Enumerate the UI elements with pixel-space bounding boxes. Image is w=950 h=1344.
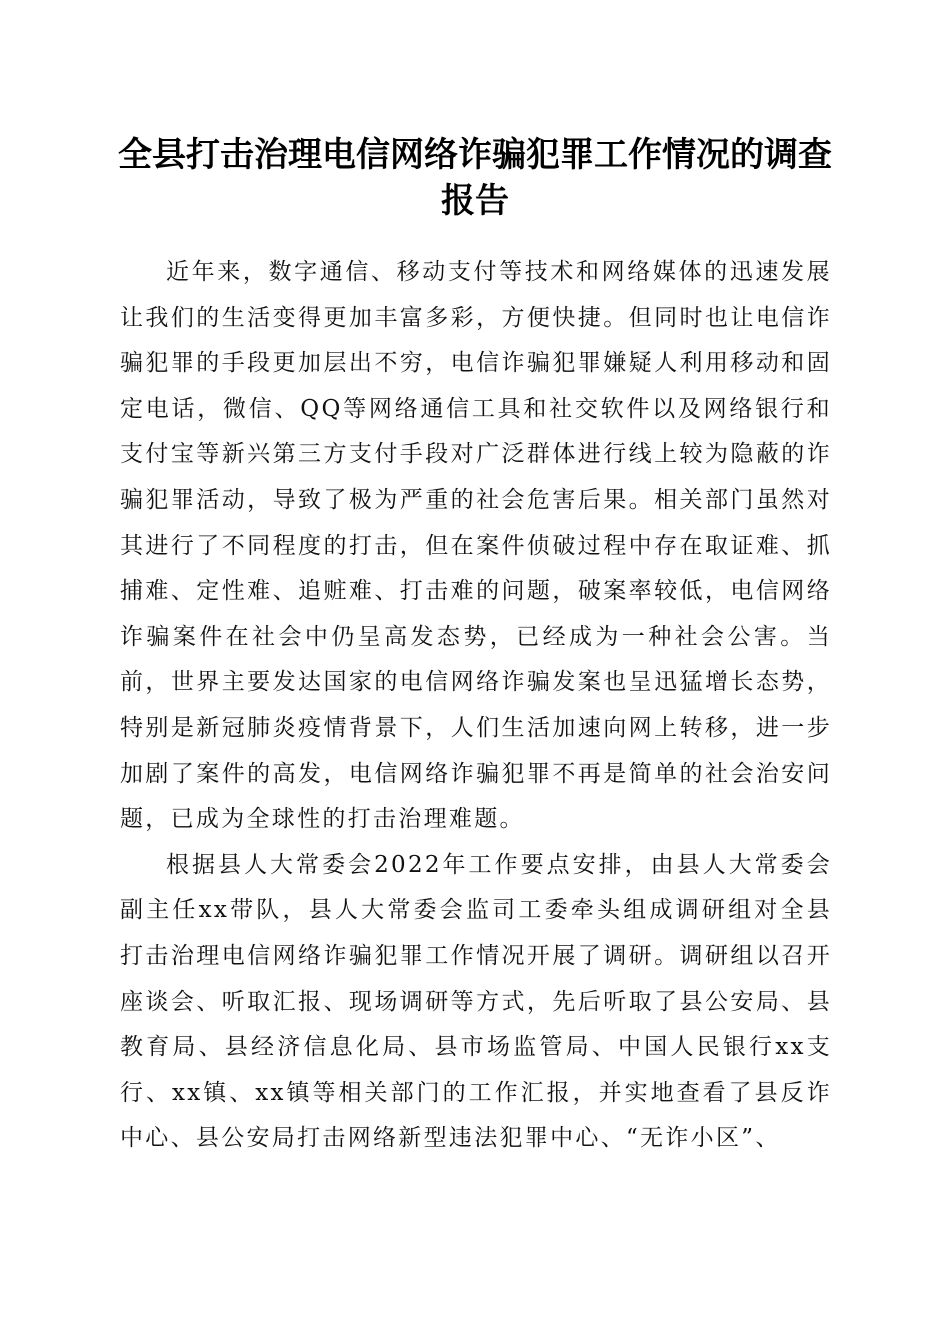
document-body xyxy=(120,250,832,1162)
paragraph-research: 根据县人大常委会2022年工作要点安排，由县人大常委会副主任xx带队，县人大常委会监司工委牵头组成调研组对全县打击治理电信网络诈骗犯罪工作情况开展了调研。调研组以召开座谈会、听取汇报、现场调研等方式，先后听取了县公安局、县教育局、县经济信息化局、县市场监管局、中国人民银行xx支行、xx镇、xx镇等相关部门的工作汇报，并实地查看了县反诈中心、县公安局打击网络新型违法犯罪中心、“无诈小区”、 xyxy=(120,851,832,1152)
document-title: 全县打击治理电信网络诈骗犯罪工作情况的调查报告 xyxy=(118,135,832,221)
paragraph-intro: 近年来，数字通信、移动支付等技术和网络媒体的迅速发展让我们的生活变得更加丰富多彩，方便快捷。但同时也让电信诈骗犯罪的手段更加层出不穷，电信诈骗犯罪嫌疑人利用移动和固定电话，微信、QQ等网络通信工具和社交软件以及网络银行和支付宝等新兴第三方支付手段对广泛群体进行线上较为隐蔽的诈骗犯罪活动，导致了极为严重的社会危害后果。相关部门虽然对其进行了不同程度的打击，但在案件侦破过程中存在取证难、抓捕难、定性难、追赃难、打击难的问题，破案率较低，电信网络诈骗案件在社会中仍呈高发态势，已经成为一种社会公害。当前，世界主要发达国家的电信网络诈骗发案也呈迅猛增长态势，特别是新冠肺炎疫情背景下，人们生活加速向网上转移，进一步加剧了案件的高发，电信网络诈骗犯罪不再是简单的社会治安问题，已成为全球性的打击治理难题。 xyxy=(120,259,832,833)
